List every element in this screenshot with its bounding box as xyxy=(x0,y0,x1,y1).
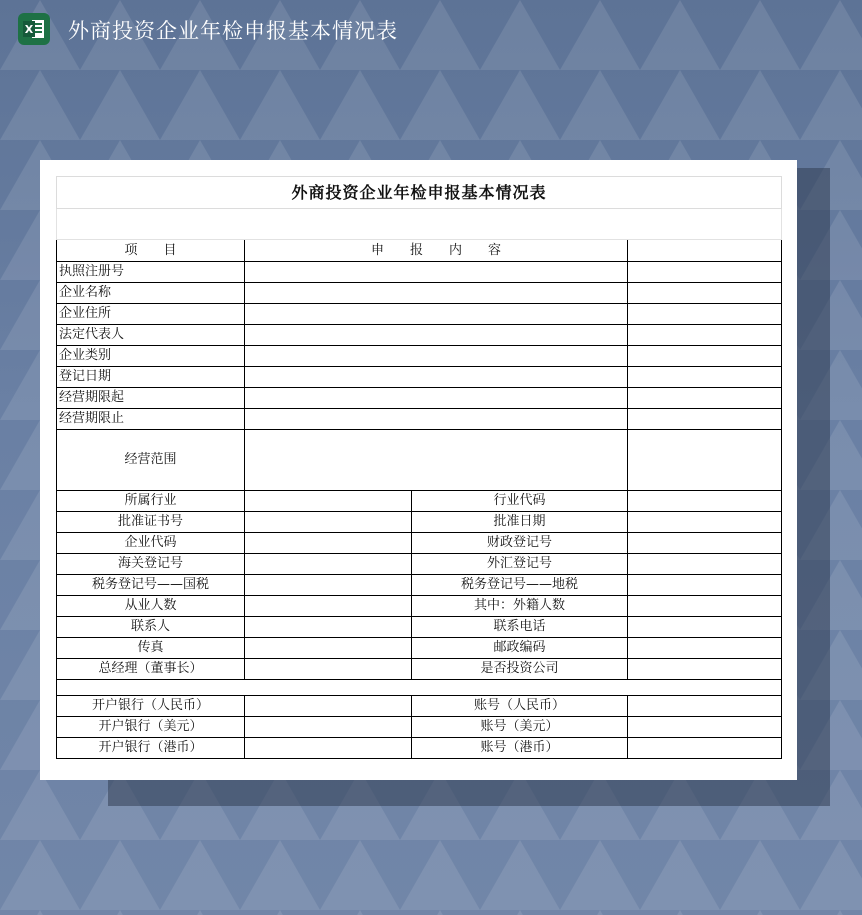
value-cell[interactable] xyxy=(245,283,628,304)
value-cell[interactable] xyxy=(245,388,628,409)
value-cell[interactable] xyxy=(245,533,412,554)
value-cell[interactable] xyxy=(245,512,412,533)
extra-cell[interactable] xyxy=(628,346,782,367)
row-label: 开户银行（港币） xyxy=(57,738,245,759)
row-label: 企业住所 xyxy=(57,304,245,325)
value-cell[interactable] xyxy=(245,409,628,430)
row-label: 企业类别 xyxy=(57,346,245,367)
value-cell[interactable] xyxy=(245,738,412,759)
row-label: 海关登记号 xyxy=(57,554,245,575)
extra-cell[interactable] xyxy=(628,388,782,409)
value-cell[interactable] xyxy=(628,596,782,617)
row-label: 总经理（董事长） xyxy=(57,659,245,680)
row-label: 登记日期 xyxy=(57,367,245,388)
row-label: 经营期限止 xyxy=(57,409,245,430)
extra-cell[interactable] xyxy=(628,430,782,491)
row-label: 企业名称 xyxy=(57,283,245,304)
table-row xyxy=(57,430,782,491)
table-row xyxy=(57,409,782,430)
row-label: 批准日期 xyxy=(412,512,628,533)
row-label: 执照注册号 xyxy=(57,262,245,283)
table-row xyxy=(57,533,782,554)
row-label: 外汇登记号 xyxy=(412,554,628,575)
table-row xyxy=(57,512,782,533)
value-cell[interactable] xyxy=(245,262,628,283)
row-label: 法定代表人 xyxy=(57,325,245,346)
row-label: 行业代码 xyxy=(412,491,628,512)
row-label: 邮政编码 xyxy=(412,638,628,659)
value-cell[interactable] xyxy=(628,717,782,738)
value-cell[interactable] xyxy=(628,575,782,596)
row-label: 其中：外籍人数 xyxy=(412,596,628,617)
table-row xyxy=(57,346,782,367)
extra-cell[interactable] xyxy=(628,262,782,283)
value-cell[interactable] xyxy=(245,596,412,617)
excel-icon[interactable] xyxy=(18,13,50,45)
value-cell[interactable] xyxy=(245,659,412,680)
scope-label: 经营范围 xyxy=(57,430,245,491)
value-cell[interactable] xyxy=(628,491,782,512)
scope-value-cell[interactable] xyxy=(245,430,628,491)
table-row xyxy=(57,575,782,596)
row-label: 传真 xyxy=(57,638,245,659)
table-row xyxy=(57,325,782,346)
table-row xyxy=(57,262,782,283)
value-cell[interactable] xyxy=(245,617,412,638)
value-cell[interactable] xyxy=(245,554,412,575)
table-row xyxy=(57,554,782,575)
header-item: 项 目 xyxy=(57,240,245,262)
row-label: 账号（美元） xyxy=(412,717,628,738)
value-cell[interactable] xyxy=(245,717,412,738)
table-row xyxy=(57,596,782,617)
table-row xyxy=(57,304,782,325)
blank-row xyxy=(57,209,782,240)
row-label: 开户银行（人民币） xyxy=(57,696,245,717)
svg-text:X: X xyxy=(24,23,34,36)
row-label: 账号（港币） xyxy=(412,738,628,759)
row-label: 财政登记号 xyxy=(412,533,628,554)
value-cell[interactable] xyxy=(245,367,628,388)
extra-cell[interactable] xyxy=(628,325,782,346)
row-label: 开户银行（美元） xyxy=(57,717,245,738)
spacer-cell xyxy=(57,680,782,696)
table-row xyxy=(57,638,782,659)
table-row xyxy=(57,738,782,759)
table-row xyxy=(57,283,782,304)
form-table xyxy=(56,176,782,759)
value-cell[interactable] xyxy=(245,491,412,512)
row-label: 账号（人民币） xyxy=(412,696,628,717)
row-label: 联系电话 xyxy=(412,617,628,638)
table-row xyxy=(57,659,782,680)
row-label: 经营期限起 xyxy=(57,388,245,409)
extra-cell[interactable] xyxy=(628,283,782,304)
row-label: 企业代码 xyxy=(57,533,245,554)
extra-cell[interactable] xyxy=(628,304,782,325)
value-cell[interactable] xyxy=(245,304,628,325)
value-cell[interactable] xyxy=(245,575,412,596)
header-content: 申 报 内 容 xyxy=(245,240,628,262)
extra-cell[interactable] xyxy=(628,409,782,430)
table-row xyxy=(57,388,782,409)
table-row xyxy=(57,717,782,738)
value-cell[interactable] xyxy=(628,738,782,759)
value-cell[interactable] xyxy=(628,554,782,575)
value-cell[interactable] xyxy=(628,617,782,638)
row-label: 税务登记号——地税 xyxy=(412,575,628,596)
header-extra xyxy=(628,240,782,262)
sheet-title: 外商投资企业年检申报基本情况表 xyxy=(57,177,782,209)
row-label: 批准证书号 xyxy=(57,512,245,533)
row-label: 联系人 xyxy=(57,617,245,638)
row-label: 所属行业 xyxy=(57,491,245,512)
value-cell[interactable] xyxy=(628,638,782,659)
extra-cell[interactable] xyxy=(628,367,782,388)
value-cell[interactable] xyxy=(628,696,782,717)
spreadsheet-preview xyxy=(40,160,797,780)
value-cell[interactable] xyxy=(245,346,628,367)
value-cell[interactable] xyxy=(245,325,628,346)
value-cell[interactable] xyxy=(628,659,782,680)
value-cell[interactable] xyxy=(245,696,412,717)
row-label: 税务登记号——国税 xyxy=(57,575,245,596)
row-label: 是否投资公司 xyxy=(412,659,628,680)
row-label: 从业人数 xyxy=(57,596,245,617)
value-cell[interactable] xyxy=(245,638,412,659)
table-row xyxy=(57,491,782,512)
spacer-row xyxy=(57,680,782,696)
value-cell[interactable] xyxy=(628,512,782,533)
table-row xyxy=(57,367,782,388)
title-bar xyxy=(0,0,862,60)
value-cell[interactable] xyxy=(628,533,782,554)
table-row xyxy=(57,696,782,717)
app-title: 外商投资企业年检申报基本情况表 xyxy=(68,19,398,43)
table-row xyxy=(57,617,782,638)
